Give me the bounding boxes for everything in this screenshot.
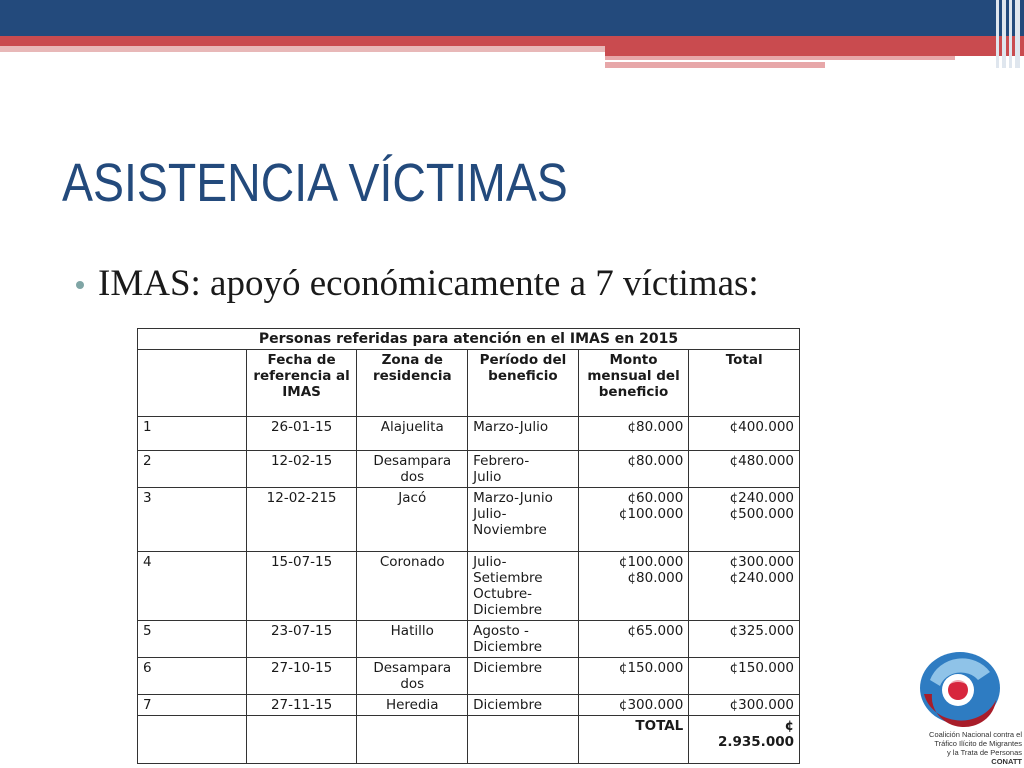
cell-fecha: 12-02-15 — [246, 451, 357, 488]
cell-periodo — [468, 488, 579, 552]
cell-zona: Desampara dos — [357, 658, 468, 695]
imas-table — [137, 328, 800, 764]
cell-periodo — [468, 451, 579, 488]
cell-periodo-line: Julio — [473, 469, 502, 485]
cell-zona: Desampara dos — [357, 451, 468, 488]
cell-periodo-line: Diciembre — [473, 660, 543, 676]
cell-total — [689, 552, 800, 621]
cell-periodo-line: Diciembre — [473, 697, 543, 713]
logo-caption-line-2: Tráfico Ilícito de Migrantes — [934, 739, 1022, 748]
cell-periodo-line: Diciembre — [473, 639, 543, 655]
header-num — [138, 350, 247, 417]
total-value-amount: 2.935.000 — [717, 734, 794, 750]
cell-fecha: 27-10-15 — [246, 658, 357, 695]
table-row — [138, 695, 800, 716]
total-empty-4 — [468, 716, 579, 764]
cell-monto-line: ¢80.000 — [627, 419, 684, 435]
cell-monto-line: ¢80.000 — [627, 453, 684, 469]
header-band-blue — [0, 0, 1024, 36]
cell-fecha: 23-07-15 — [246, 621, 357, 658]
slide-title: ASISTENCIA VÍCTIMAS — [62, 153, 568, 213]
cell-fecha: 27-11-15 — [246, 695, 357, 716]
table-row — [138, 552, 800, 621]
table-body — [138, 417, 800, 716]
header-zona: Zona de residencia — [357, 350, 468, 417]
cell-total — [689, 695, 800, 716]
cell-total-line: ¢240.000 — [729, 570, 794, 586]
cell-periodo-line: Diciembre — [473, 602, 543, 618]
total-value — [689, 716, 800, 764]
cell-total-line: ¢300.000 — [729, 554, 794, 570]
total-empty-1 — [138, 716, 247, 764]
logo-caption — [886, 730, 1022, 766]
cell-monto — [578, 658, 689, 695]
logo-caption-line-1: Coalición Nacional contra el — [929, 730, 1022, 739]
header-stripes — [994, 0, 1024, 68]
cell-total — [689, 417, 800, 451]
table-row — [138, 621, 800, 658]
cell-num: 2 — [138, 451, 247, 488]
cell-monto-line: ¢65.000 — [627, 623, 684, 639]
cell-num: 5 — [138, 621, 247, 658]
table-row — [138, 488, 800, 552]
cell-monto — [578, 451, 689, 488]
header-fecha: Fecha de referencia al IMAS — [246, 350, 357, 417]
cell-monto-line: ¢300.000 — [618, 697, 684, 713]
cell-zona: Coronado — [357, 552, 468, 621]
cell-monto — [578, 695, 689, 716]
cell-monto-line: ¢80.000 — [627, 570, 684, 586]
cell-periodo-line: Octubre- — [473, 586, 533, 602]
logo-caption-abbr: CONATT — [991, 757, 1022, 766]
cell-zona: Hatillo — [357, 621, 468, 658]
cell-num: 1 — [138, 417, 247, 451]
cell-periodo — [468, 658, 579, 695]
cell-total-line: ¢150.000 — [729, 660, 794, 676]
cell-periodo-line: Marzo-Junio — [473, 490, 553, 506]
total-empty-2 — [246, 716, 357, 764]
table-caption: Personas referidas para atención en el IMAS en 2015 — [138, 329, 800, 350]
cell-periodo-line: Setiembre — [473, 570, 543, 586]
cell-fecha: 26-01-15 — [246, 417, 357, 451]
header-band-pink — [0, 46, 605, 52]
cell-monto — [578, 552, 689, 621]
cell-num: 7 — [138, 695, 247, 716]
conatt-logo-icon — [916, 650, 1002, 728]
cell-monto-line: ¢100.000 — [618, 506, 684, 522]
cell-periodo — [468, 552, 579, 621]
cell-total-line: ¢300.000 — [729, 697, 794, 713]
total-empty-3 — [357, 716, 468, 764]
table-row — [138, 451, 800, 488]
table-header-row — [138, 350, 800, 417]
bullet-text: IMAS: apoyó económicamente a 7 víctimas: — [98, 263, 759, 304]
header-band-pink-thin — [605, 56, 955, 60]
cell-periodo-line: Julio- — [473, 506, 507, 522]
cell-monto — [578, 488, 689, 552]
header-monto: Monto mensual del beneficio — [578, 350, 689, 417]
cell-periodo-line: Marzo-Julio — [473, 419, 549, 435]
header-band-pink-short — [605, 62, 825, 68]
cell-periodo-line: Noviembre — [473, 522, 547, 538]
cell-monto-line: ¢150.000 — [618, 660, 684, 676]
cell-periodo — [468, 695, 579, 716]
cell-num: 6 — [138, 658, 247, 695]
cell-fecha: 12-02-215 — [246, 488, 357, 552]
cell-num: 3 — [138, 488, 247, 552]
bullet-dot-icon — [76, 281, 84, 289]
cell-zona: Alajuelita — [357, 417, 468, 451]
cell-periodo — [468, 621, 579, 658]
cell-total-line: ¢480.000 — [729, 453, 794, 469]
table-row — [138, 658, 800, 695]
cell-total — [689, 621, 800, 658]
cell-periodo-line: Julio- — [473, 554, 507, 570]
cell-monto-line: ¢60.000 — [627, 490, 684, 506]
cell-total-line: ¢400.000 — [729, 419, 794, 435]
cell-monto-line: ¢100.000 — [618, 554, 684, 570]
header-total: Total — [689, 350, 800, 417]
total-value-currency: ¢ — [784, 718, 794, 734]
total-label: TOTAL — [578, 716, 689, 764]
cell-zona: Heredia — [357, 695, 468, 716]
header-band-red — [0, 36, 1024, 46]
cell-periodo-line: Febrero- — [473, 453, 530, 469]
cell-periodo-line: Agosto - — [473, 623, 529, 639]
table-total-row — [138, 716, 800, 764]
logo-caption-line-3: y la Trata de Personas — [946, 748, 1022, 757]
cell-total-line: ¢325.000 — [729, 623, 794, 639]
cell-monto — [578, 417, 689, 451]
header-band-red-right — [605, 46, 1024, 56]
cell-total-line: ¢240.000 — [729, 490, 794, 506]
cell-num: 4 — [138, 552, 247, 621]
header-periodo: Período del beneficio — [468, 350, 579, 417]
cell-total — [689, 451, 800, 488]
bullet-item — [76, 262, 759, 305]
cell-zona: Jacó — [357, 488, 468, 552]
table-row — [138, 417, 800, 451]
cell-total — [689, 658, 800, 695]
cell-fecha: 15-07-15 — [246, 552, 357, 621]
cell-total — [689, 488, 800, 552]
cell-total-line: ¢500.000 — [729, 506, 794, 522]
cell-monto — [578, 621, 689, 658]
cell-periodo — [468, 417, 579, 451]
